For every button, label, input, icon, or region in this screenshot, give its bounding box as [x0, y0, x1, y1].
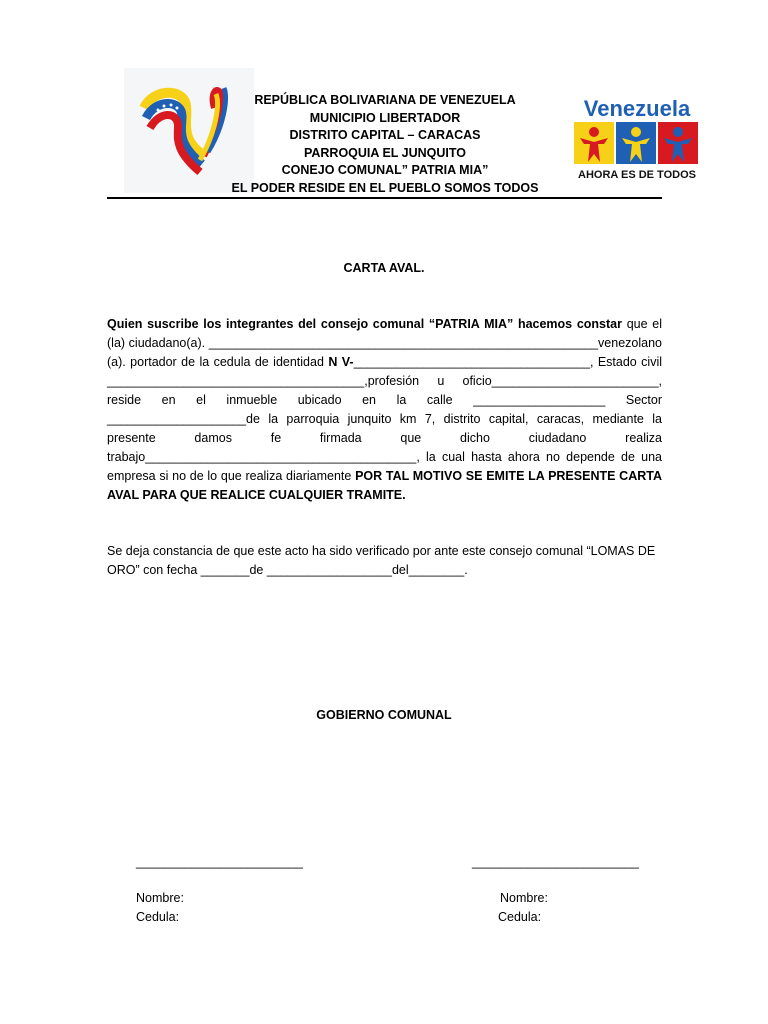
body-nv: N V-	[328, 355, 354, 369]
body-intro: Quien suscribe los integrantes del consejo comunal “PATRIA MIA” hacemos constar	[107, 317, 622, 331]
logo-top-text: Venezuela	[583, 96, 691, 121]
signature-line: ________________________	[472, 855, 639, 869]
letterhead	[160, 92, 610, 198]
body-text-2: __________________________________, Estado civil _____________________________________,profesión u oficio________________________, reside en el inmueble ubicado en la calle ___________________ Sector ____________________de la parroquia junquito km 7, distrito capital, caracas, mediante la presente damos fe firmada que dicho ciudadano realiza trabajo_______________________________________, la cual hasta ahora no depende de una empresa si no de lo que realiza diariamente	[107, 355, 663, 483]
name-label: Nombre:	[500, 891, 548, 905]
document-title: CARTA AVAL.	[343, 261, 425, 275]
header-line: CONEJO COMUNAL” PATRIA MIA”	[281, 163, 489, 178]
signature-block-left	[136, 853, 303, 927]
id-label: Cedula:	[136, 910, 180, 924]
name-label: Nombre:	[136, 891, 184, 905]
body-closing: POR TAL MOTIVO SE EMITE LA PRESENTE CARTA AVAL PARA QUE REALICE CUALQUIER TRAMITE.	[107, 469, 662, 502]
header-line: MUNICIPIO LIBERTADOR	[309, 110, 461, 125]
venezuela-people-icon	[568, 92, 706, 184]
venezuela-logo	[568, 92, 706, 184]
body-text-1: que el (la) ciudadano(a). ________________________________________________________venezolano (a). portador de la cedula de identidad	[107, 317, 662, 369]
header-line: EL PODER RESIDE EN EL PUEBLO SOMOS TODOS	[231, 180, 539, 195]
letter-body	[107, 315, 662, 505]
signature-line: ________________________	[136, 855, 303, 869]
gobierno-heading: GOBIERNO COMUNAL	[316, 708, 452, 722]
header-line: DISTRITO CAPITAL – CARACAS	[289, 128, 481, 143]
header-divider	[107, 197, 662, 199]
logo-bottom-text: AHORA ES DE TODOS	[578, 169, 696, 181]
id-label: Cedula:	[498, 910, 542, 924]
header-line: PARROQUIA EL JUNQUITO	[303, 145, 467, 160]
verification-note: Se deja constancia de que este acto ha sido verificado por ante este consejo comunal “LOMAS DE ORO” con fecha _______de __________________del________.	[107, 544, 656, 577]
header-line: REPÚBLICA BOLIVARIANA DE VENEZUELA	[254, 93, 516, 107]
signature-block-right	[472, 853, 639, 927]
